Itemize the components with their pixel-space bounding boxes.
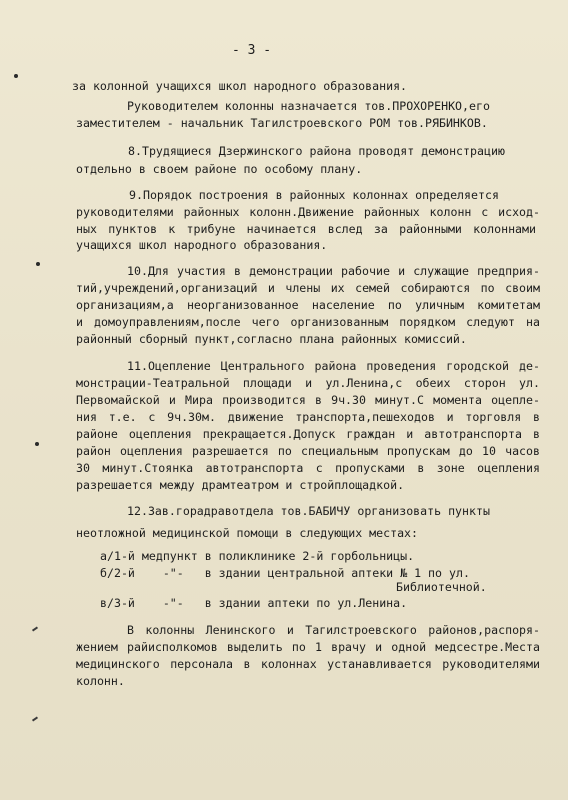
text-line: 11.Оцепление Центрального района проведения городской де- <box>127 359 540 373</box>
binding-hole-mark <box>32 716 38 721</box>
text-line: район оцепления разрешается по специальным пропускам до 10 часов <box>76 444 540 458</box>
text-line: тий,учреждений,организаций и члены их семей собираются по своим <box>76 281 540 295</box>
text-line: заместителем - начальник Тагилстроевского РОМ тов.РЯБИНКОВ. <box>76 116 488 130</box>
text-line: медицинского персонала в колоннах устанавливается руководителями <box>76 657 540 671</box>
text-line: жением райисполкомов выделить по 1 врачу и одной медсестре.Места <box>76 640 540 654</box>
text-line: организациям,а неорганизованное население по уличным комитетам <box>76 298 540 312</box>
binding-hole-mark <box>36 262 40 266</box>
text-line: 10.Для участия в демонстрации рабочие и служащие предприя- <box>127 264 540 278</box>
text-line: отдельно в своем районе по особому плану. <box>76 162 363 176</box>
text-line: монстрации-Театральной площади и ул.Ленина,с обеих сторон ул. <box>76 376 540 390</box>
text-line: 12.Зав.горадравотдела тов.БАБИЧУ организовать пункты <box>127 504 490 518</box>
list-item: в/3-й -"- в здании аптеки по ул.Ленина. <box>100 596 408 610</box>
text-line: Первомайской и Мира производится в 9ч.30 минут.С момента оцепле- <box>76 393 540 407</box>
text-line: за колонной учащихся школ народного образования. <box>72 79 408 93</box>
text-line: руководителями районных колонн.Движение районных колонн с исход- <box>76 205 540 219</box>
page-number: - 3 - <box>232 43 272 58</box>
text-line: 9.Порядок построения в районных колоннах определяется <box>129 188 499 202</box>
binding-hole-mark <box>32 626 38 631</box>
text-line: районе оцепления прекращается.Допуск граждан и автотранспорта в <box>76 427 540 441</box>
text-line: колонн. <box>76 674 125 688</box>
text-line: Руководителем колонны назначается тов.ПРОХОРЕНКО,его <box>127 99 490 113</box>
text-line: и домоуправлениям,после чего организованным порядком следуют на <box>76 315 540 329</box>
text-line: неотложной медицинской помощи в следующих местах: <box>76 526 419 540</box>
text-line: разрешается между драмтеатром и стройплощадкой. <box>76 478 405 492</box>
text-line: учащихся школ народного образования. <box>76 238 328 252</box>
text-line: ных пунктов к трибуне начинается вслед за районными колоннами <box>76 222 536 236</box>
text-line: районный сборный пункт,согласно плана районных комиссий. <box>76 332 467 346</box>
binding-hole-mark <box>14 74 18 78</box>
text-line: 8.Трудящиеся Дзержинского района проводят демонстрацию <box>128 144 505 158</box>
text-line: 30 минут.Стоянка автотранспорта с пропусками в зоне оцепления <box>76 461 540 475</box>
list-item: а/1-й медпункт в поликлинике 2-й горбольницы. <box>100 549 415 563</box>
binding-hole-mark <box>35 442 39 446</box>
list-item: б/2-й -"- в здании центральной аптеки № 1 по ул. <box>100 566 470 580</box>
text-line: В колонны Ленинского и Тагилстроевского районов,распоря- <box>127 623 540 637</box>
list-item-continuation: Библиотечной. <box>396 580 487 594</box>
text-line: ния т.е. с 9ч.30м. движение транспорта,пешеходов и торговля в <box>76 410 540 424</box>
